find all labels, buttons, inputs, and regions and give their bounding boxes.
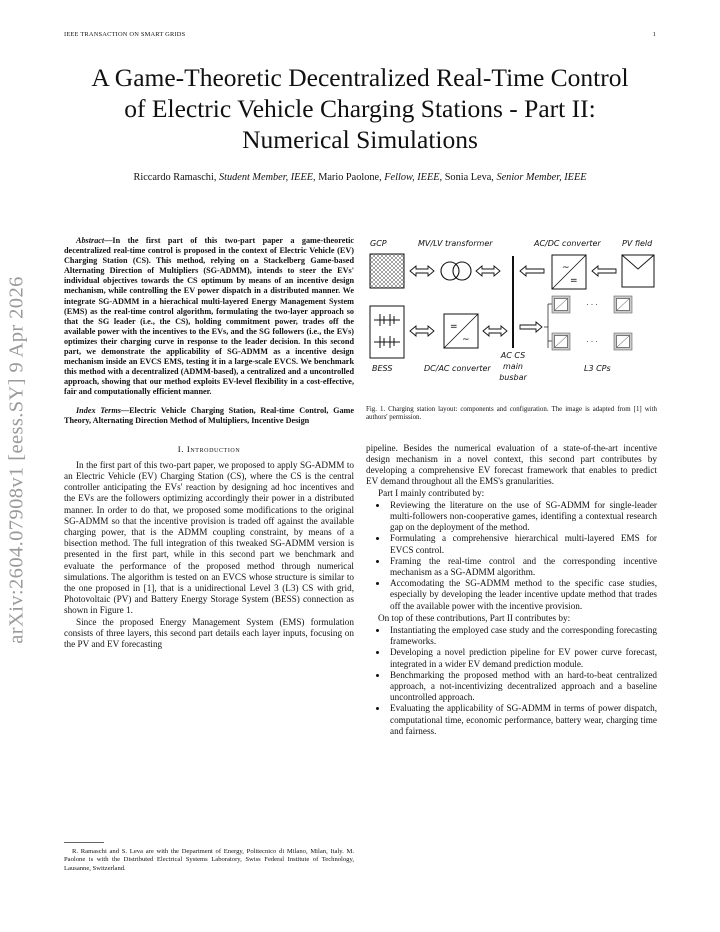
- cp-icon: [552, 296, 570, 313]
- list-item: • Benchmarking the proposed method with an hard-to-beat centralized approach, a not-incentivizing decentralized approach and a baseline uncontrolled approach.: [388, 670, 657, 704]
- label-dc-ac-converter: DC/AC converter: [424, 364, 491, 373]
- author-list: [40, 172, 680, 183]
- gcp-box: [370, 254, 404, 288]
- label-gcp: GCP: [370, 239, 387, 248]
- label-bess: BESS: [372, 364, 393, 373]
- pv-field-icon: [622, 255, 654, 287]
- affiliation-footnote: R. Ramaschi and S. Leva are with the Department of Energy, Politecnico di Milano, Milan, Italy. M. Paolone is with the Distributed Electrical Systems Laboratory, Swiss Federal Institute of Technology, Lausanne, Switzerland.: [64, 848, 354, 872]
- list-item: • Reviewing the literature on the use of SG-ADMM for single-leader multi-followers non-cooperative games, identifing a contextual research gap on the deployment of the method.: [388, 500, 657, 534]
- l3-charging-points: [552, 296, 632, 350]
- abstract-text: —In the first part of this two-part paper a game-theoretic decentralized real-time control is proposed in the context of Electric Vehicle (EV) Charging Station (CS). This method, relying on a Stackelberg Game-based Alternating Direction of Multipliers (SG-ADMM), intends to steer the EVs' individual objectives towards the CS optimum by means of an incentive design mechanism, while controlling the EV power dispatch in a distributed manner. We integrate SG-ADMM in a hierachical multi-layered Energy Management System (EMS) as the real-time control algorithm, formulating the two-layer approach so that the SG leader (i.e., the CS), holding commitment power, trades off the available power with the incentives to the EVs, and the SG followers (i.e., the EVs) optimizes their charging curve in response to the leader decision. In this second part, we demonstrate the applicability of SG-ADMM as a incentive design mechanism inside an EVCS EMS, testing it in a large-scale EVCS. We benchmark this method with a decentralized (ADMM-based), a centralized and a uncontrolled approach, showing that our method exploits EV-level flexibility in a cost-effective, fair and computationally efficient manner.: [64, 236, 354, 397]
- title-line-3: Numerical Simulations: [242, 125, 478, 154]
- transformer-symbol: [441, 262, 471, 280]
- paper-title: [40, 62, 680, 155]
- author-3-role: Senior Member, IEEE: [496, 172, 587, 183]
- author-1: Riccardo Ramaschi,: [133, 172, 219, 183]
- title-line-1: A Game-Theoretic Decentralized Real-Time Control: [91, 63, 629, 92]
- arxiv-stamp: arXiv:2604.07908v1 [eess.SY] 9 Apr 2026: [5, 276, 28, 644]
- label-l3-cps: L3 CPs: [584, 364, 611, 373]
- cp-icon: [614, 296, 632, 313]
- author-2-role: Fellow, IEEE: [384, 172, 440, 183]
- author-2: , Mario Paolone,: [313, 172, 385, 183]
- section-heading-introduction: I. Introduction: [177, 443, 241, 454]
- label-busbar-3: busbar: [499, 373, 527, 382]
- journal-name: IEEE TRANSACTION ON SMART GRIDS: [64, 31, 186, 38]
- index-terms-text: —Electric Vehicle Charging Station, Real-time Control, Game Theory, Alternating Direction Method of Multipliers, Incentive Design: [64, 405, 355, 425]
- list-item: • Formulating a comprehensive hierarchical multi-layered EMS for EVCS control.: [388, 533, 657, 555]
- cp-icon: [552, 333, 570, 350]
- list-item: • Accomodating the SG-ADMM method to the specific case studies, especially by developing the leader incentive update method that trades off the available power with the incentive provision.: [388, 578, 657, 612]
- author-3: , Sonia Leva,: [439, 172, 497, 183]
- cp-ellipsis-top: · · ·: [586, 301, 598, 309]
- running-header: [64, 31, 656, 38]
- right-column-text: [366, 443, 657, 737]
- list-item: • Evaluating the applicability of SG-ADMM in terms of power dispatch, computational time, economic performance, battery wear, charging time and fairness.: [388, 703, 657, 737]
- charging-station-figure: [366, 236, 657, 384]
- list-item: • Developing a novel prediction pipeline for EV power curve forecast, integrated in a wider EV demand prediction module.: [388, 647, 657, 669]
- dc-equal-icon-2: =: [450, 322, 458, 332]
- figure-caption: Fig. 1. Charging station layout: components and configuration. The image is adapted from [1] with authors' permission.: [366, 406, 657, 422]
- label-ac-dc-converter: AC/DC converter: [534, 239, 601, 248]
- author-1-role: Student Member, IEEE: [218, 172, 314, 183]
- label-busbar-2: main: [503, 362, 523, 371]
- intro-paragraph-1: In the first part of this two-part paper, we proposed to apply SG-ADMM to an Electric Vehicle (EV) Charging Station (CS), where the CS is the central controller anticipating the EVs' reaction by designing ad hoc incentives and the EVs are the followers optimizing accordingly their power in a distributed manner. In order to do that, we proposed some modifications to the original SG-ADMM so that the incentive provision is traded off against the available charging power, that is the ADMM coupling constraint, by means of a bisection method. The full integration of this tweaked SG-ADMM version is presented in the first part, while in this second part we benchmark and evaluate the performance of the proposed method through numerical simulations. The algorithm is tested on an EVCS whose structure is similar to the one proposed in [1], that is a unidirectional Level 3 (L3) CS with grid, Photovoltaic (PV) and Battery Energy Storage System (BESS) connection as shown in Figure 1.: [64, 459, 354, 616]
- index-terms: [64, 406, 354, 426]
- abstract: [64, 236, 354, 398]
- left-column: [64, 236, 354, 650]
- arxiv-sidebar: [0, 0, 34, 932]
- label-pv-field: PV field: [622, 239, 653, 248]
- list-item: • Framing the real-time control and the corresponding incentive mechanism as a SG-ADMM algorithm.: [388, 556, 657, 578]
- right-paragraph-1: pipeline. Besides the numerical evaluation of a state-of-the-art incentive design mechanism in a novel context, this second part contributes by developing a comprehensive EV forecast framework that enables to predict EV demand throughout all the EMS's granularities.: [366, 442, 657, 487]
- footnote-rule: [64, 842, 104, 843]
- part2-intro: On top of these contributions, Part II contributes by:: [378, 612, 571, 623]
- part1-contributions-list: [366, 500, 657, 612]
- bess-battery-icon: [370, 306, 404, 358]
- part1-intro: Part I mainly contributed by:: [378, 487, 485, 498]
- abstract-label: Abstract: [76, 236, 105, 245]
- intro-paragraph-2: Since the proposed Energy Management System (EMS) formulation consists of three layers, this second part details each layer inputs, focusing on the PV and EV forecasting: [64, 616, 354, 649]
- cp-icon: [614, 333, 632, 350]
- label-busbar-1: AC CS: [500, 351, 526, 360]
- index-terms-label: Index Terms: [76, 405, 121, 415]
- title-line-2: of Electric Vehicle Charging Stations - Part II:: [124, 94, 596, 123]
- right-column: [366, 236, 657, 738]
- cp-connectors: [544, 304, 552, 348]
- dc-equal-icon: =: [570, 276, 578, 286]
- ac-tilde-icon: ~: [562, 263, 570, 273]
- list-item: • Instantiating the employed case study and the corresponding forecasting frameworks.: [388, 625, 657, 647]
- part2-contributions-list: [366, 625, 657, 737]
- ac-tilde-icon-2: ~: [462, 335, 470, 345]
- page-number: 1: [652, 31, 656, 38]
- label-mv-lv-transformer: MV/LV transformer: [418, 239, 493, 248]
- cp-ellipsis-bottom: · · ·: [586, 338, 598, 346]
